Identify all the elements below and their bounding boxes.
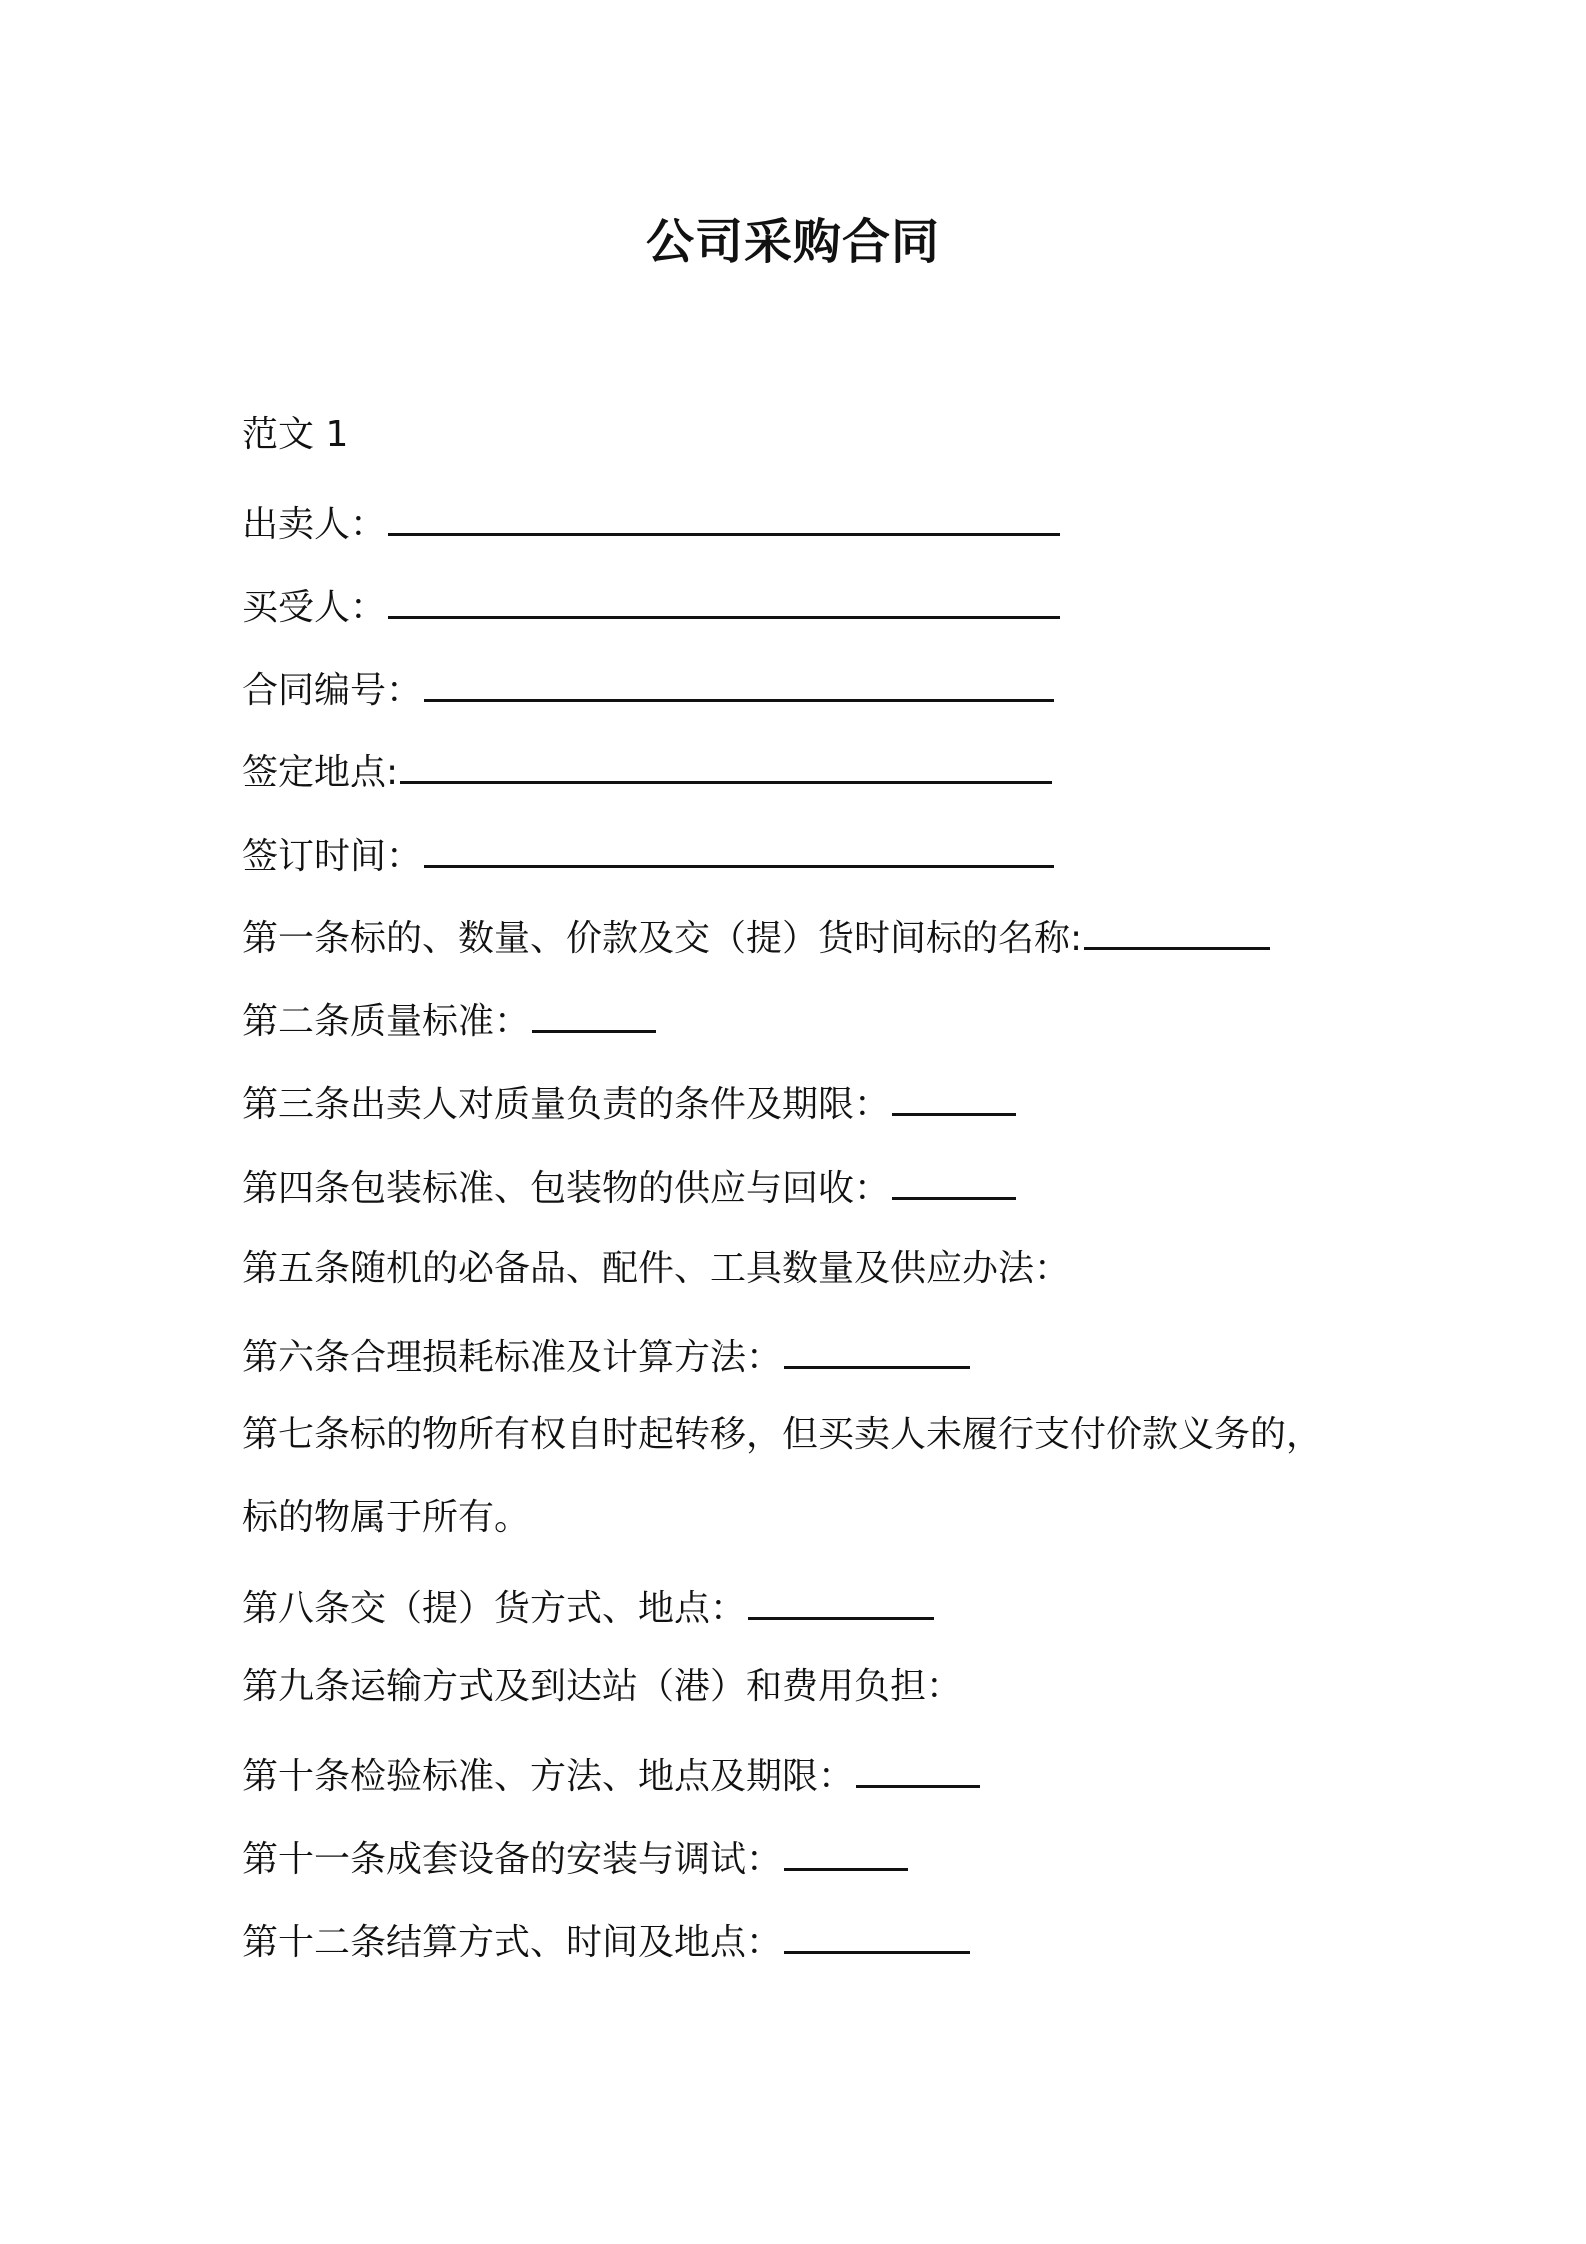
clause-10 (242, 1752, 980, 1802)
clause-3-blank (892, 1081, 1016, 1116)
clause-2-text: 第二条质量标准： (242, 1001, 531, 1042)
clause-11-text: 第十一条成套设备的安装与调试： (242, 1839, 783, 1880)
field-buyer (242, 583, 1060, 633)
clause-5-text: 第五条随机的必备品、配件、工具数量及供应办法： (242, 1248, 1071, 1289)
clause-5 (242, 1244, 1070, 1294)
clause-6-text: 第六条合理损耗标准及计算方法： (242, 1337, 783, 1378)
clause-2 (242, 997, 656, 1047)
field-signing-time-label: 签订时间： (242, 836, 423, 877)
clause-12-blank (784, 1919, 970, 1954)
field-seller-blank (388, 501, 1060, 536)
field-signing-place-label: 签定地点: (242, 752, 399, 793)
clause-12 (242, 1918, 970, 1968)
clause-10-text: 第十条检验标准、方法、地点及期限： (242, 1756, 855, 1797)
clause-9 (242, 1662, 962, 1712)
clause-4 (242, 1164, 1016, 1214)
field-signing-place-blank (400, 749, 1052, 784)
clause-7-line-1 (242, 1410, 1322, 1460)
field-seller (242, 500, 1060, 550)
clause-4-blank (892, 1165, 1016, 1200)
clause-8-text: 第八条交（提）货方式、地点： (242, 1588, 747, 1629)
sample-label: 范文 1 (242, 414, 349, 455)
clause-10-blank (856, 1753, 980, 1788)
clause-6-blank (784, 1334, 970, 1369)
field-contract-number (242, 666, 1054, 716)
clause-9-text: 第九条运输方式及到达站（港）和费用负担： (242, 1666, 963, 1707)
field-signing-time (242, 832, 1054, 882)
field-signing-place (242, 748, 1052, 798)
clause-3 (242, 1080, 1016, 1130)
clause-7-text: 第七条标的物所有权自时起转移，但买卖人未履行支付价款义务的， (242, 1414, 1323, 1455)
field-signing-time-blank (424, 833, 1054, 868)
clause-3-text: 第三条出卖人对质量负责的条件及期限： (242, 1084, 891, 1125)
clause-4-text: 第四条包装标准、包装物的供应与回收： (242, 1168, 891, 1209)
clause-1-blank (1084, 915, 1270, 950)
clause-12-text: 第十二条结算方式、时间及地点： (242, 1922, 783, 1963)
clause-1-text: 第一条标的、数量、价款及交（提）货时间标的名称: (242, 918, 1083, 959)
clause-6 (242, 1333, 970, 1383)
clause-8 (242, 1584, 934, 1634)
clause-11-blank (784, 1836, 908, 1871)
field-seller-label: 出卖人： (242, 504, 387, 545)
clause-11 (242, 1835, 908, 1885)
field-contract-number-blank (424, 667, 1054, 702)
clause-7-continuation-text: 标的物属于所有。 (242, 1497, 531, 1538)
field-buyer-blank (388, 584, 1060, 619)
clause-1 (242, 914, 1270, 964)
field-contract-number-label: 合同编号： (242, 670, 423, 711)
clause-7-line-2 (242, 1493, 530, 1543)
clause-2-blank (532, 998, 656, 1033)
clause-8-blank (748, 1585, 934, 1620)
document-title: 公司采购合同 (645, 214, 940, 270)
field-buyer-label: 买受人： (242, 587, 387, 628)
